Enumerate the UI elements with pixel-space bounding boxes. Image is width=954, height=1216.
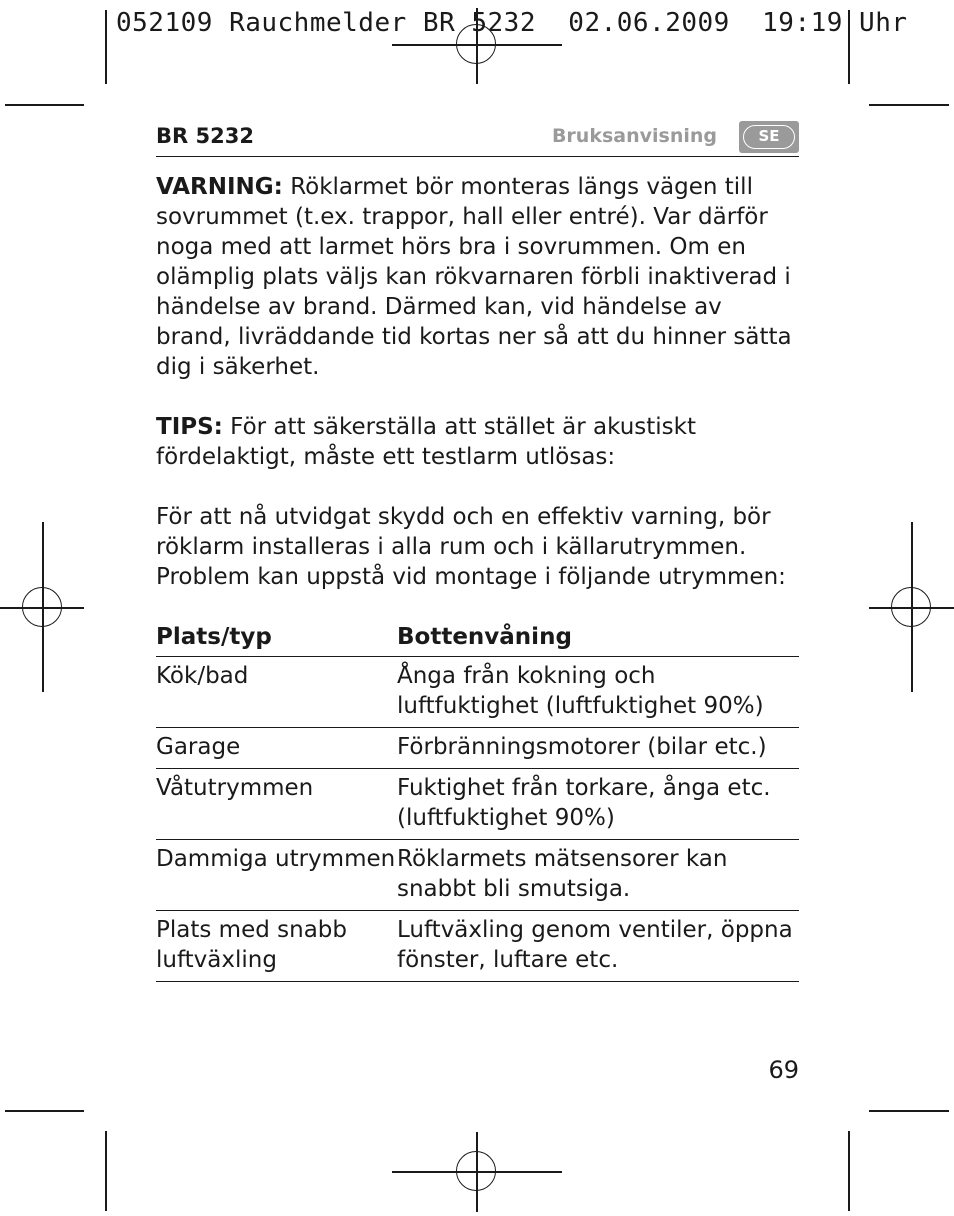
table-row [156, 657, 799, 728]
print-slug-line: 052109 Rauchmelder BR 5232 02.06.2009 19:19 Uhr [116, 8, 908, 38]
page-number: 69 [768, 1056, 799, 1084]
model-number: BR 5232 [156, 124, 254, 148]
locations-table [156, 622, 799, 982]
crop-mark-bottom-left-vertical [105, 1131, 107, 1211]
crop-mark-bottom-right-horizontal [869, 1110, 949, 1112]
table-cell-description: Röklarmets mätsensorer kan snabbt bli smutsiga. [397, 840, 799, 911]
table-cell-location: Plats med snabb luftväxling [156, 911, 397, 982]
table-cell-description: Luftväxling genom ventiler, öppna fönster, luftare etc. [397, 911, 799, 982]
tips-label: TIPS: [156, 414, 223, 440]
language-code: SE [743, 125, 795, 149]
table-row [156, 728, 799, 769]
table-cell-description: Förbränningsmotorer (bilar etc.) [397, 728, 799, 769]
tips-paragraph [156, 412, 799, 472]
info-paragraph: För att nå utvidgat skydd och en effektiv varning, bör röklarm installeras i alla rum och i källarutrymmen. Problem kan uppstå vid montage i följande utrymmen: [156, 504, 786, 590]
tips-text: För att säkerställa att stället är akustiskt fördelaktigt, måste ett testlarm utlösas: [156, 414, 696, 470]
crop-mark-bottom-left-horizontal [5, 1110, 84, 1112]
table-cell-description: Ånga från kokning och luftfuktighet (luftfuktighet 90%) [397, 657, 799, 728]
table-row [156, 840, 799, 911]
main-content [156, 172, 799, 982]
crop-mark-top-left-vertical [105, 10, 107, 84]
table-row [156, 769, 799, 840]
column-header-location: Plats/typ [156, 622, 397, 657]
warning-label: VARNING: [156, 174, 283, 200]
warning-paragraph [156, 172, 799, 382]
warning-text: Röklarmet bör monteras längs vägen till sovrummet (t.ex. trappor, hall eller entré). Var därför noga med att larmet hörs bra i sovrummen. Om en olämplig plats väljs kan rökvarnaren förbli inaktiverad i händelse av brand. Därmed kan, vid händelse av brand, livräddande tid kortas ner så att du hinner sätta dig i säkerhet. [156, 174, 792, 380]
page-header [156, 118, 799, 157]
crop-mark-bottom-right-vertical [848, 1131, 850, 1211]
table-cell-location: Dammiga utrymmen [156, 840, 397, 911]
table-cell-location: Våtutrymmen [156, 769, 397, 840]
language-badge [739, 121, 799, 153]
table-cell-location: Kök/bad [156, 657, 397, 728]
crop-mark-top-left-horizontal [5, 104, 84, 106]
document-type-label: Bruksanvisning [551, 125, 717, 147]
table-row [156, 911, 799, 982]
crop-mark-top-right-horizontal [869, 104, 949, 106]
table-cell-description: Fuktighet från torkare, ånga etc. (luftfuktighet 90%) [397, 769, 799, 840]
table-header-row [156, 622, 799, 657]
table-cell-location: Garage [156, 728, 397, 769]
column-header-ground-floor: Bottenvåning [397, 622, 799, 657]
